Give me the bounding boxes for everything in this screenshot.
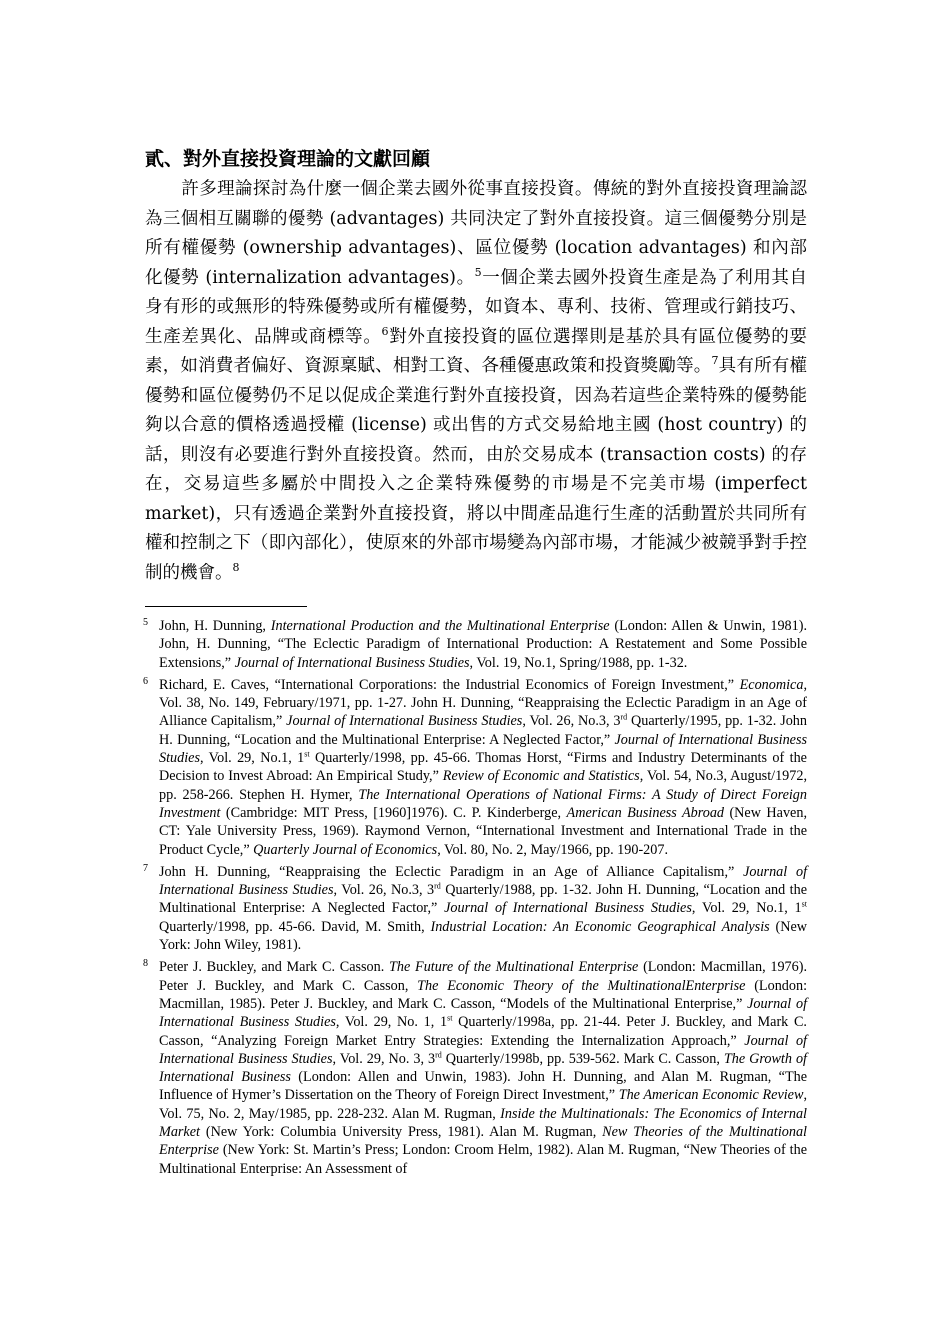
footnote-text-part: , Vol. 19, No.1, Spring/1988, pp. 1-32. — [469, 654, 688, 671]
footnote-text-part: Quarterly/1995, pp. 1-32. John H. Dunning, “Location and the Multinational Enterprise: A Neglected Factor,” — [159, 713, 807, 748]
footnote-title: International Production and the Multinational Enterprise — [270, 618, 610, 634]
footnote-text-part: Quarterly/1998b, pp. 539-562. Mark C. Casson, — [441, 1050, 724, 1067]
footnote-title: The International Operations of National Firms: A Study of Direct Foreign Investment — [159, 786, 807, 821]
footnote-number: 7 — [143, 862, 148, 874]
footnote-title: Journal of International Business Studies — [159, 995, 808, 1031]
footnote-number: 8 — [143, 958, 148, 970]
footnote-8 — [145, 958, 807, 1178]
footnote-text-part: John, H. Dunning, — [159, 618, 271, 634]
footnote-text-part: , Vol. 29, No.1, 1 — [691, 900, 802, 917]
footnote-title: Journal of International Business Studies — [159, 863, 808, 899]
ordinal-suffix: rd — [435, 1050, 442, 1060]
footnote-7 — [145, 863, 807, 954]
footnote-text-part: (New York: John Wiley, 1981). — [159, 918, 808, 954]
footnote-title: Industrial Location: An Economic Geographical Analysis — [430, 918, 770, 935]
footnote-title: Journal of International Business Studies — [234, 654, 470, 671]
footnote-6 — [145, 676, 807, 859]
footnote-number: 5 — [143, 617, 148, 628]
footnote-text-part: , Vol. 54, No.3, August/1972, pp. 258-266. Stephen H. Hymer, — [159, 768, 808, 803]
footnote-text-part: (Cambridge: MIT Press, [1960]1976). C. P. Kinderberge, — [220, 804, 567, 821]
footnote-title: Journal of International Business Studies — [159, 1032, 807, 1067]
footnote-text-part: (New York: St. Martin’s Press; London: Croom Helm, 1982). Alan M. Rugman, “New Theories of the Multinational Enterprise: An Assessment of — [159, 1142, 807, 1177]
ordinal-suffix: st — [304, 749, 310, 759]
paragraph-part-3: 對外直接投資的區位選擇則是基於具有區位優勢的要素，如消費者偏好、資源稟賦、相對工資、各種優惠政策和投資獎勵等。 — [145, 326, 808, 376]
paragraph-part-4: 具有所有權優勢和區位優勢仍不足以促成企業進行對外直接投資，因為若這些企業特殊的優勢能夠以合意的價格透過授權 (license) 或出售的方式交易給地主國 (host country) 的話，則沒有必要進行對外直接投資。然而，由於交易成本 (transaction costs) 的存在，交易這些多屬於中間投入之企業特殊優勢的市場是不完美市場 (imperfect market)，只有透過企業對外直接投資，將以中間產品進行生產的活動置於共同所有權和控制之下（即內部化），使原來的外部市場變為內部市場，才能減少被競爭對手控制的機會。 — [145, 356, 807, 583]
footnote-title: The Growth of International Business — [159, 1050, 807, 1086]
body-paragraph — [145, 175, 807, 588]
footnote-text-part: (New York: Columbia University Press, 1981). Alan M. Rugman, — [199, 1124, 603, 1141]
footnote-ref-6[interactable]: 6 — [381, 324, 389, 338]
footnote-5 — [145, 617, 807, 672]
footnote-title: Inside the Multinationals: The Economics of Internal Market — [159, 1105, 807, 1141]
footnote-ref-7[interactable]: 7 — [711, 354, 719, 368]
footnote-text-part: Quarterly/1998, pp. 45-66. David, M. Smith, — [159, 918, 431, 935]
footnote-title: Journal of International Business Studies — [159, 731, 808, 767]
ordinal-suffix: st — [801, 899, 807, 909]
document-page — [145, 145, 807, 1182]
footnote-text — [159, 617, 807, 672]
ordinal-suffix: rd — [620, 712, 628, 722]
footnote-ref-8[interactable]: 8 — [232, 560, 240, 574]
footnote-title: American Business Abroad — [566, 804, 725, 821]
footnote-text-part: (London: Macmillan, 1985). Peter J. Buckley, and Mark C. Casson, “Models of the Multinational Enterprise,” — [159, 977, 808, 1012]
paragraph-part-2: 一個企業去國外投資生產是為了利用其自身有形的或無形的特殊優勢或所有權優勢，如資本、專利、技術、管理或行銷技巧、生產差異化、品牌或商標等。 — [145, 267, 808, 347]
footnote-text-part: (New Haven, CT: Yale University Press, 1969). Raymond Vernon, “International Investment and International Trade in the Product Cycle,” — [159, 804, 807, 858]
footnote-text-part: Richard, E. Caves, “International Corporations: the Industrial Economics of Foreign Investment,” — [159, 676, 740, 693]
paragraph-part-1: 許多理論探討為什麼一個企業去國外從事直接投資。傳統的對外直接投資理論認為三個相互關聯的優勢 (advantages) 共同決定了對外直接投資。這三個優勢分別是所有權優勢 (ownership advantages)、區位優勢 (location advantages) 和內部化優勢 (internalization advantages)。 — [145, 179, 807, 288]
footnote-text-part: , Vol. 29, No.1, 1 — [199, 750, 305, 767]
footnote-ref-5[interactable]: 5 — [474, 265, 482, 279]
footnote-text-part: , Vol. 75, No. 2, May/1985, pp. 228-232. Alan M. Rugman, — [159, 1087, 807, 1122]
footnote-text-part: , Vol. 26, No.3, 3 — [522, 713, 621, 730]
footnote-text-part: , Vol. 29, No. 3, 3 — [332, 1050, 436, 1067]
ordinal-suffix: st — [447, 1013, 453, 1023]
footnote-text — [159, 958, 807, 1178]
footnote-text-part: Quarterly/1998, pp. 45-66. Thomas Horst, “Firms and Industry Determinants of the Decision to Invest Abroad: An Empirical Study,” — [159, 750, 807, 785]
footnote-title: New Theories of the Multinational Enterprise — [159, 1124, 808, 1159]
footnote-text-part: Peter J. Buckley, and Mark C. Casson. — [159, 959, 390, 976]
footnote-text — [159, 863, 807, 954]
footnote-text-part: Quarterly/1988, pp. 1-32. John H. Dunning, “Location and the Multinational Enterprise: A Neglected Factor,” — [159, 882, 807, 917]
footnote-text-part: , Vol. 26, No.3, 3 — [333, 882, 435, 899]
footnote-title: Journal of International Business Studies — [444, 900, 692, 917]
ordinal-suffix: rd — [434, 881, 441, 891]
footnote-title: Quarterly Journal of Economics — [253, 841, 438, 858]
footnote-title: Journal of International Business Studies — [286, 713, 523, 730]
footnote-text-part: (London: Macmillan, 1976). Peter J. Buckley, and Mark C. Casson, — [159, 959, 807, 994]
footnote-text-part: Quarterly/1998a, pp. 21-44. Peter J. Buckley, and Mark C. Casson, “Analyzing Foreign Market Entry Strategies: Extending the Internalization Approach,” — [159, 1014, 807, 1049]
footnote-title: The Future of the Multinational Enterprise — [389, 959, 639, 976]
footnote-text-part: , Vol. 38, No. 149, February/1971, pp. 1-27. John H. Dunning, “Reappraising the Eclectic Paradigm in an Age of Alliance Capitalism,” — [159, 676, 807, 730]
footnote-text-part: (London: Allen and Unwin, 1983). John H. Dunning, and Alan M. Rugman, “The Influence of Hymer’s Dissertation on the Theory of Foreign Direct Investment,” — [159, 1069, 807, 1104]
footnote-separator — [145, 606, 307, 607]
footnote-title: Economica — [739, 676, 804, 693]
section-heading: 貳、對外直接投資理論的文獻回顧 — [145, 148, 431, 170]
footnote-text-part: John H. Dunning, “Reappraising the Eclectic Paradigm in an Age of Alliance Capitalism,” — [159, 863, 744, 880]
footnote-title: The American Economic Review — [618, 1087, 804, 1104]
footnote-text-part: , Vol. 80, No. 2, May/1966, pp. 190-207. — [437, 841, 669, 858]
footnote-text-part: , Vol. 29, No. 1, 1 — [335, 1014, 448, 1031]
footnote-number: 6 — [143, 675, 148, 687]
footnote-text — [159, 676, 807, 859]
footnote-text-part: (London: Allen & Unwin, 1981). John, H. Dunning, “The Eclectic Paradigm of International Production: A Restatement and Some Possible Extensions,” — [159, 618, 807, 671]
footnote-title: The Economic Theory of the MultinationalEnterprise — [417, 977, 746, 994]
footnote-title: Review of Economic and Statistics — [442, 768, 640, 785]
